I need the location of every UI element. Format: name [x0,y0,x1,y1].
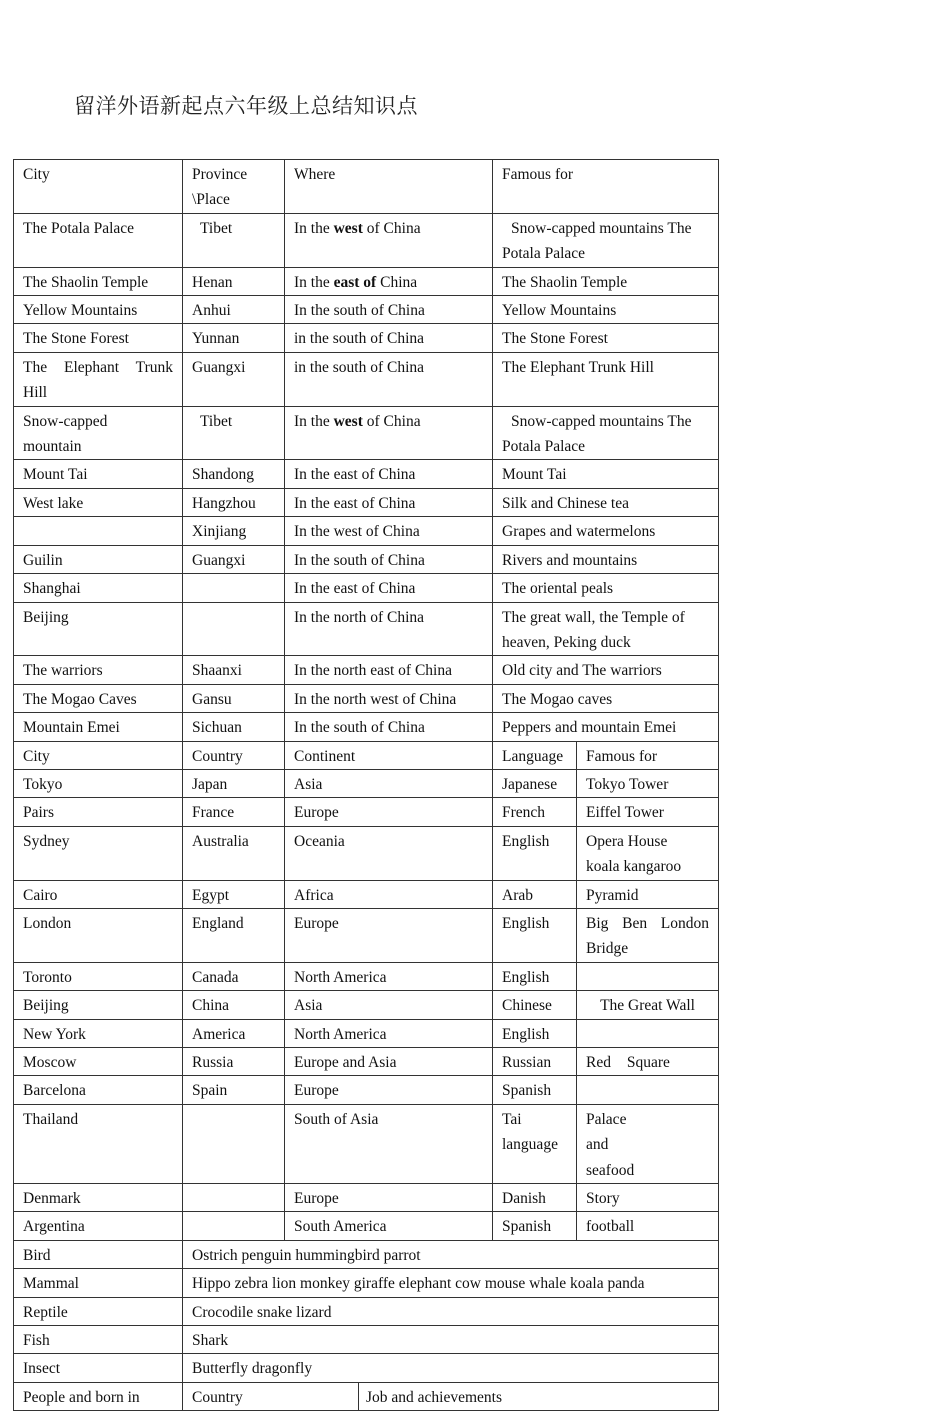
cell-city [14,517,183,545]
cell-continent: South America [285,1212,493,1240]
cell-language: English [493,908,577,962]
cell-famous: The Elephant Trunk Hill [493,352,719,406]
cell-language: Spanish [493,1212,577,1240]
table-row [14,798,719,826]
table-row [14,991,719,1019]
cell-city: New York [14,1019,183,1047]
cell-city: Moscow [14,1048,183,1076]
header-country: Country [183,741,285,769]
cell-province: Gansu [183,684,285,712]
cell-city: The warriors [14,656,183,684]
people-split-cell [183,1382,719,1410]
table-row [14,1076,719,1104]
cell-famous: Eiffel Tower [577,798,719,826]
cell-country [183,1184,285,1212]
cell-continent: Europe [285,908,493,962]
table-row [14,488,719,516]
cell-country: Russia [183,1048,285,1076]
cell-country [183,1104,285,1183]
cell-continent: South of Asia [285,1104,493,1183]
cell-where: In the east of China [285,488,493,516]
cell-language: Arab [493,880,577,908]
cell-where: In the west of China [285,517,493,545]
knowledge-table [13,159,719,1411]
cell-continent: Europe [285,1076,493,1104]
cell-language: Chinese [493,991,577,1019]
header-city: City [14,160,183,214]
cell-animal-examples: Ostrich penguin hummingbird parrot [183,1240,719,1268]
cell-city: West lake [14,488,183,516]
cell-continent: Asia [285,991,493,1019]
cell-city: Tokyo [14,769,183,797]
cell-where: In the east of China [285,267,493,295]
cell-language: Spanish [493,1076,577,1104]
cell-city: Thailand [14,1104,183,1183]
cell-city: The Stone Forest [14,324,183,352]
header-continent: Continent [285,741,493,769]
cell-province: Hangzhou [183,488,285,516]
table-row [14,1184,719,1212]
cell-city: Mount Tai [14,460,183,488]
cell-language: Japanese [493,769,577,797]
table-row [14,517,719,545]
page-title: 留洋外语新起点六年级上总结知识点 [74,94,418,118]
cell-famous [577,962,719,990]
cell-city: The Potala Palace [14,213,183,267]
cell-continent: Africa [285,880,493,908]
cell-famous: Tokyo Tower [577,769,719,797]
table-row [14,1354,719,1382]
cell-animal-examples: Shark [183,1326,719,1354]
cell-city: London [14,908,183,962]
cell-famous: Palace and seafood [577,1104,719,1183]
cell-language: Danish [493,1184,577,1212]
cell-language: English [493,962,577,990]
china-header-row [14,160,719,214]
header-famous: Famous for [493,160,719,214]
cell-famous: Big Ben London Bridge [577,908,719,962]
header-province: Province \Place [183,160,285,214]
cell-province: Shandong [183,460,285,488]
cell-famous: The Shaolin Temple [493,267,719,295]
cell-where: In the west of China [285,406,493,460]
cell-city: Barcelona [14,1076,183,1104]
cell-city: Sydney [14,826,183,880]
cell-where: In the north of China [285,602,493,656]
cell-country: Australia [183,826,285,880]
cell-city: Beijing [14,991,183,1019]
header-where: Where [285,160,493,214]
cell-country: Egypt [183,880,285,908]
cell-city: The Elephant Trunk Hill [14,352,183,406]
table-row [14,296,719,324]
table-row [14,406,719,460]
cell-famous: The Stone Forest [493,324,719,352]
table-row [14,684,719,712]
table-row [14,656,719,684]
cell-city: Beijing [14,602,183,656]
cell-province: Anhui [183,296,285,324]
header-language: Language [493,741,577,769]
cell-where: In the north east of China [285,656,493,684]
cell-famous: Snow-capped mountains The Potala Palace [493,406,719,460]
cell-city: The Shaolin Temple [14,267,183,295]
cell-city: Argentina [14,1212,183,1240]
cell-famous [577,1076,719,1104]
table-row [14,1048,719,1076]
table-row [14,545,719,573]
world-header-row [14,741,719,769]
cell-famous: Snow-capped mountains The Potala Palace [493,213,719,267]
cell-famous: The Mogao caves [493,684,719,712]
table-row [14,213,719,267]
cell-country: Spain [183,1076,285,1104]
cell-animal-examples: Hippo zebra lion monkey giraffe elephant cow mouse whale koala panda [183,1269,719,1297]
table-row [14,769,719,797]
table-row [14,574,719,602]
table-row [14,267,719,295]
cell-where: In the east of China [285,460,493,488]
cell-famous: Story [577,1184,719,1212]
cell-famous: Red Square [577,1048,719,1076]
table-row [14,908,719,962]
people-header-row [14,1382,719,1410]
cell-people: People and born in [14,1382,183,1410]
cell-famous: Mount Tai [493,460,719,488]
table-row [14,1212,719,1240]
cell-famous: football [577,1212,719,1240]
cell-animal-type: Bird [14,1240,183,1268]
cell-province: Shaanxi [183,656,285,684]
header-city: City [14,741,183,769]
cell-province [183,574,285,602]
cell-province: Xinjiang [183,517,285,545]
cell-language: French [493,798,577,826]
cell-province: Sichuan [183,713,285,741]
table-row [14,1019,719,1047]
header-famous: Famous for [577,741,719,769]
cell-city: Shanghai [14,574,183,602]
cell-city: Toronto [14,962,183,990]
cell-province: Tibet [183,213,285,267]
cell-country [183,1212,285,1240]
cell-famous: Grapes and watermelons [493,517,719,545]
cell-where: in the south of China [285,352,493,406]
cell-city: The Mogao Caves [14,684,183,712]
cell-country: China [183,991,285,1019]
cell-country: America [183,1019,285,1047]
cell-famous: Opera House koala kangaroo [577,826,719,880]
cell-city: Mountain Emei [14,713,183,741]
cell-famous: Pyramid [577,880,719,908]
cell-animal-type: Insect [14,1354,183,1382]
table-row [14,1269,719,1297]
cell-continent: Europe and Asia [285,1048,493,1076]
cell-continent: Europe [285,798,493,826]
cell-city: Snow-capped mountain [14,406,183,460]
cell-famous: Yellow Mountains [493,296,719,324]
cell-city: Denmark [14,1184,183,1212]
table-row [14,713,719,741]
cell-country: France [183,798,285,826]
cell-language: Russian [493,1048,577,1076]
cell-famous: The Great Wall [577,991,719,1019]
cell-continent: Asia [285,769,493,797]
cell-city: Yellow Mountains [14,296,183,324]
cell-animal-type: Fish [14,1326,183,1354]
table-row [14,1297,719,1325]
cell-people-job: Job and achievements [366,1388,503,1406]
cell-famous [577,1019,719,1047]
cell-famous: The great wall, the Temple of heaven, Peking duck [493,602,719,656]
cell-city: Pairs [14,798,183,826]
cell-province: Henan [183,267,285,295]
cell-animal-type: Reptile [14,1297,183,1325]
table-row [14,826,719,880]
table-row [14,880,719,908]
cell-province: Yunnan [183,324,285,352]
cell-continent: Europe [285,1184,493,1212]
cell-where: in the south of China [285,324,493,352]
cell-famous: Silk and Chinese tea [493,488,719,516]
table-row [14,324,719,352]
cell-where: In the south of China [285,296,493,324]
table-row [14,1326,719,1354]
cell-people-country: Country [183,1383,359,1410]
cell-city: Cairo [14,880,183,908]
table-row [14,1240,719,1268]
cell-where: In the north west of China [285,684,493,712]
cell-continent: Oceania [285,826,493,880]
cell-province [183,602,285,656]
cell-language: English [493,1019,577,1047]
cell-animal-examples: Butterfly dragonfly [183,1354,719,1382]
cell-province: Guangxi [183,545,285,573]
cell-language: English [493,826,577,880]
cell-animal-examples: Crocodile snake lizard [183,1297,719,1325]
cell-famous: Peppers and mountain Emei [493,713,719,741]
table-row [14,1104,719,1183]
table-row [14,460,719,488]
cell-where: In the south of China [285,545,493,573]
cell-language: Tai language [493,1104,577,1183]
cell-country: Canada [183,962,285,990]
cell-province: Tibet [183,406,285,460]
table-row [14,602,719,656]
cell-country: England [183,908,285,962]
cell-country: Japan [183,769,285,797]
cell-where: In the south of China [285,713,493,741]
cell-famous: Rivers and mountains [493,545,719,573]
cell-continent: North America [285,1019,493,1047]
cell-animal-type: Mammal [14,1269,183,1297]
cell-continent: North America [285,962,493,990]
cell-famous: Old city and The warriors [493,656,719,684]
table-row [14,962,719,990]
cell-city: Guilin [14,545,183,573]
cell-famous: The oriental peals [493,574,719,602]
table-row [14,352,719,406]
cell-province: Guangxi [183,352,285,406]
cell-where: In the west of China [285,213,493,267]
cell-where: In the east of China [285,574,493,602]
